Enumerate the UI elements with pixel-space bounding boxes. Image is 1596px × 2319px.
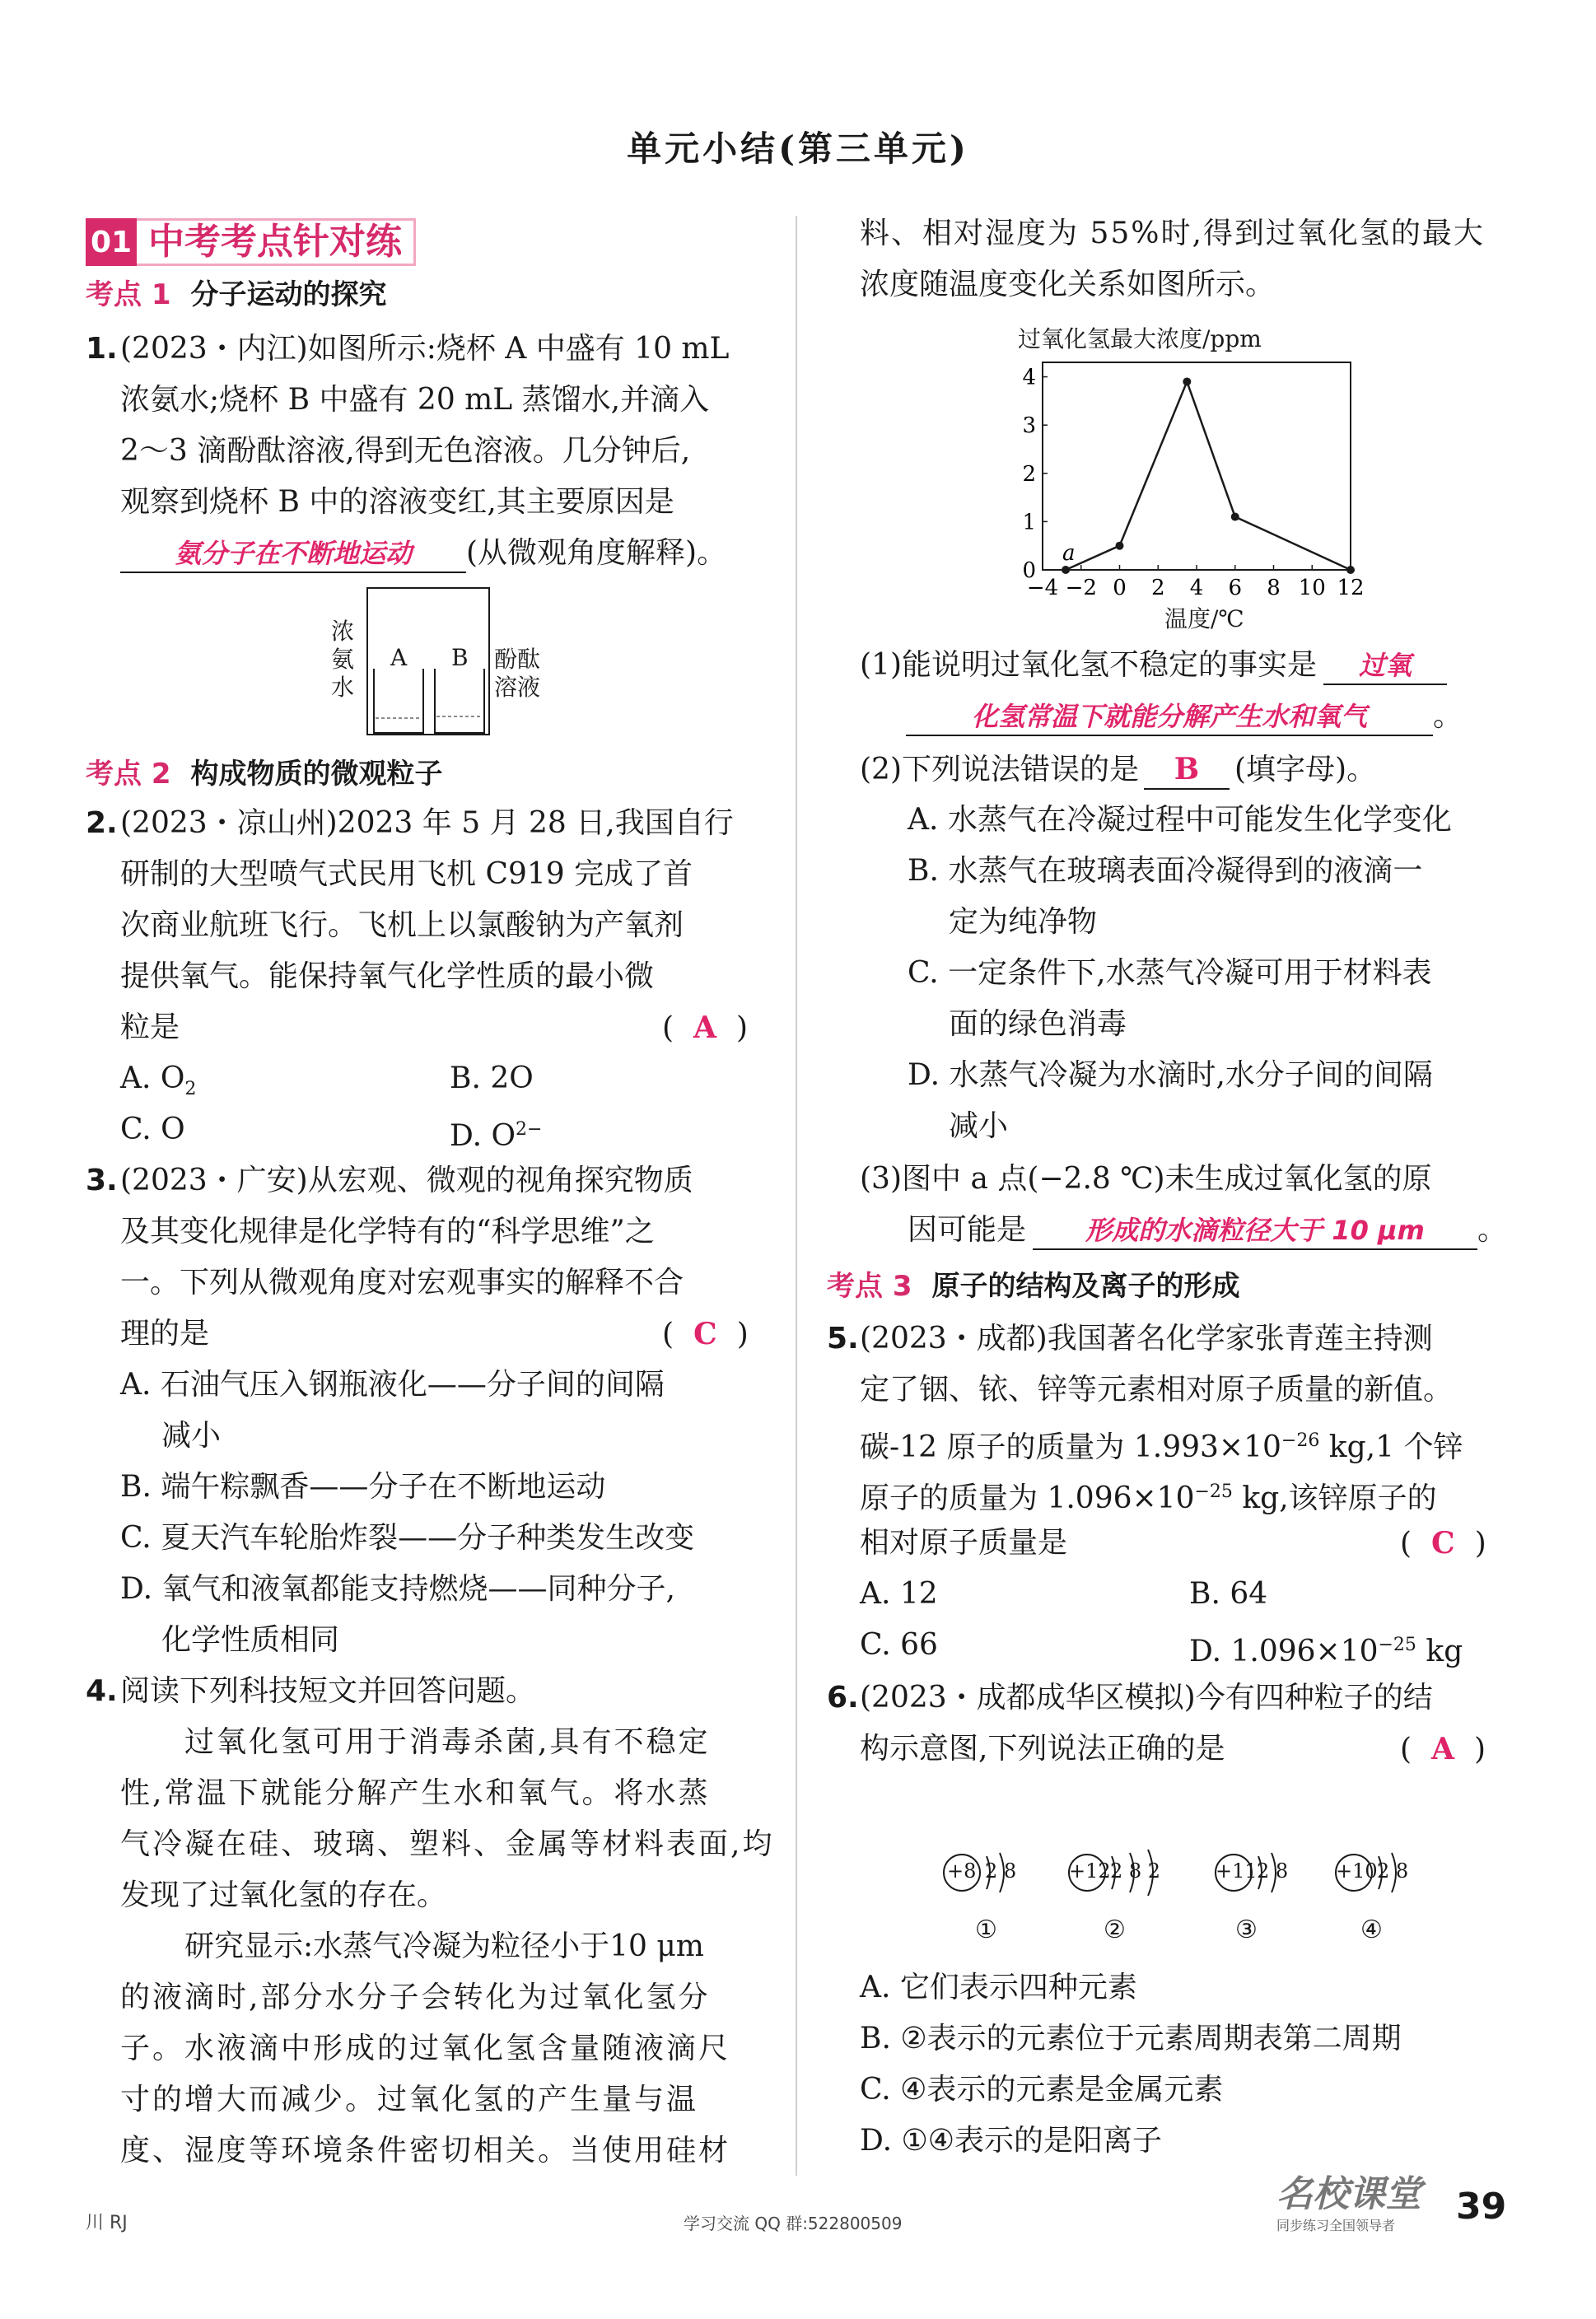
y-tick-label: 1 <box>1022 510 1036 535</box>
section-label: 中考考点针对练 <box>137 218 416 266</box>
q5-line: (2023・成都)我国著名化学家张青莲主持测 <box>860 1322 1433 1355</box>
q6-line: (2023・成都成华区模拟)今有四种粒子的结 <box>860 1681 1433 1715</box>
q4-sub2-option-cont: 面的绿色消毒 <box>949 1007 1127 1041</box>
q1-line: 观察到烧杯 B 中的溶液变红,其主要原因是 <box>120 485 674 519</box>
q2-line: (2023・凉山州)2023 年 5 月 28 日,我国自行 <box>120 806 734 840</box>
q4-sub2-option: B. 水蒸气在玻璃表面冷凝得到的液滴一 <box>908 854 1423 888</box>
atom-diagram-4: +10 2 8 <box>1334 1845 1413 1902</box>
kp1-title: 分子运动的探究 <box>190 278 387 311</box>
data-point <box>1116 542 1124 550</box>
chart <box>1005 354 1384 634</box>
q4-para2: 研究显示:水蒸气冷凝为粒径小于10 μm <box>184 1929 704 1963</box>
q4-cont: 浓度随温度变化关系如图所示。 <box>860 268 1276 301</box>
q4-para1: 过氧化氢可用于消毒杀菌,具有不稳定 <box>184 1725 711 1759</box>
kp3-title: 原子的结构及离子的形成 <box>931 1270 1240 1303</box>
column-divider <box>796 216 797 2176</box>
q4-sub2-line: (2)下列说法错误的是 B (填字母)。 <box>860 751 1376 790</box>
q2-number: 2. <box>86 806 118 840</box>
kp1-tag: 考点 1 <box>86 278 171 311</box>
q2-line: 粒是 <box>120 1010 180 1044</box>
data-point <box>1231 513 1239 521</box>
q4-sub2-option-cont: 定为纯净物 <box>949 905 1098 939</box>
x-tick-label: 10 <box>1298 576 1326 600</box>
footer-edition: 川 RJ <box>86 2213 128 2233</box>
x-tick-label: 12 <box>1337 576 1365 600</box>
x-tick-label: −4 <box>1026 576 1059 600</box>
q5-line: 碳-12 原子的质量为 $1.993\times 10^{-26}$ kg,1 个锌 <box>860 1430 1463 1464</box>
y-tick-label: 0 <box>1022 558 1036 583</box>
q4-para1: 气冷凝在硅、玻璃、塑料、金属等材料表面,均 <box>120 1827 775 1861</box>
q5-option-b: B. 64 <box>1189 1577 1268 1611</box>
atom-label-4: ④ <box>1360 1915 1383 1944</box>
q1-line: (2023・内江)如图所示:烧杯 A 中盛有 10 mL <box>120 332 730 366</box>
q3-option: D. 氧气和液氧都能支持燃烧——同种分子, <box>120 1572 675 1606</box>
q6-answer-bracket: ( A ) <box>1400 1732 1486 1766</box>
y-tick-label: 4 <box>1022 365 1036 390</box>
footer-qq: 学习交流 QQ 群:522800509 <box>684 2214 903 2233</box>
q4-para2: 寸的增大而减少。过氧化氢的产生量与温 <box>120 2083 699 2116</box>
q3-answer: C <box>693 1317 717 1351</box>
q4-sub3-line: (3)图中 a 点(−2.8 ℃)未生成过氧化氢的原 <box>860 1162 1432 1196</box>
point-label-a: a <box>1062 541 1076 566</box>
q1-number: 1. <box>86 332 118 366</box>
x-tick-label: 0 <box>1113 576 1127 600</box>
data-point <box>1346 566 1355 574</box>
atom-label-2: ② <box>1104 1915 1126 1944</box>
fig-right-label: 酚酞 溶液 <box>494 646 541 701</box>
q4-sub2-option: A. 水蒸气在冷凝过程中可能发生化学变化 <box>908 803 1452 837</box>
q6-option: A. 它们表示四种元素 <box>860 1971 1137 2004</box>
q5-line: 定了铟、铱、锌等元素相对原子质量的新值。 <box>860 1373 1454 1407</box>
q4-sub3-line2: 因可能是 形成的水滴粒径大于 10 μm 。 <box>908 1212 1507 1250</box>
atom-diagram-1: +8 2 8 <box>942 1845 1021 1902</box>
q5-option-c: C. 66 <box>860 1628 938 1662</box>
q4-para1: 性,常温下就能分解产生水和氧气。将水蒸 <box>120 1776 711 1810</box>
q2-line: 研制的大型喷气式民用飞机 C919 完成了首 <box>120 857 693 891</box>
kp3-heading <box>827 1268 1240 1304</box>
q2-line: 提供氧气。能保持氧气化学性质的最小微 <box>120 959 655 993</box>
q3-line: 理的是 <box>120 1317 210 1351</box>
glass-cover <box>367 588 489 735</box>
q4-sub2-option: C. 一定条件下,水蒸气冷凝可用于材料表 <box>908 956 1432 990</box>
q3-option-cont: 减小 <box>161 1419 222 1453</box>
q2-answer-bracket: ( A ) <box>662 1010 749 1045</box>
q4-sub1-answer-b: 化氢常温下就能分解产生水和氧气 <box>971 701 1367 732</box>
q4-sub3-answer: 形成的水滴粒径大于 10 μm <box>1085 1215 1425 1246</box>
q2-option-b: B. 2O <box>450 1062 534 1095</box>
atom-label-1: ① <box>975 1915 997 1944</box>
q6-option: D. ①④表示的是阳离子 <box>860 2124 1163 2158</box>
q2-answer: A <box>693 1010 716 1045</box>
q4-cont: 料、相对湿度为 55%时,得到过氧化氢的最大 <box>860 217 1485 250</box>
fig-label-b: B <box>451 644 469 671</box>
q6-number: 6. <box>827 1681 859 1715</box>
x-tick-label: −2 <box>1065 576 1097 600</box>
q4-sub2-option-cont: 减小 <box>949 1109 1009 1143</box>
q6-option: B. ②表示的元素位于元素周期表第二周期 <box>860 2022 1402 2055</box>
kp1-heading <box>86 277 387 313</box>
kp2-tag: 考点 2 <box>86 758 171 791</box>
data-point <box>1183 377 1191 385</box>
page-title: 单元小结(第三单元) <box>627 128 969 169</box>
q1-tail: (从微观角度解释)。 <box>466 536 727 570</box>
section-header <box>86 217 416 267</box>
q1-answer: 氨分子在不断地运动 <box>174 538 412 569</box>
q1-answer-line <box>120 535 726 573</box>
q3-option: B. 端午粽飘香——分子在不断地运动 <box>120 1470 606 1504</box>
q4-sub2-answer: B <box>1174 752 1200 786</box>
q5-line: 相对原子质量是 <box>860 1526 1068 1560</box>
q4-sub1-answer-a: 过氧 <box>1358 650 1412 681</box>
atom-diagram-3: +11 2 8 <box>1214 1845 1293 1902</box>
q2-option-a: A. $O_2$ <box>120 1062 197 1100</box>
x-tick-label: 2 <box>1150 576 1165 600</box>
q3-line: (2023・广安)从宏观、微观的视角探究物质 <box>120 1164 693 1197</box>
kp3-tag: 考点 3 <box>827 1270 912 1303</box>
atom-diagram-2: +12 2 8 2 <box>1067 1845 1174 1902</box>
q5-option-a: A. 12 <box>860 1577 938 1611</box>
q5-answer: C <box>1431 1526 1455 1561</box>
data-point <box>1062 566 1070 574</box>
q4-para2: 子。水液滴中形成的过氧化氢含量随液滴尺 <box>120 2032 731 2065</box>
y-tick-label: 2 <box>1022 461 1036 487</box>
q2-option-d: D. $O^{2-}$ <box>450 1119 543 1153</box>
q6-option: C. ④表示的元素是金属元素 <box>860 2073 1224 2107</box>
q2-line: 次商业航班飞行。飞机上以氯酸钠为产氧剂 <box>120 908 684 942</box>
kp2-heading <box>86 756 443 792</box>
q1-line: 浓氨水;烧杯 B 中盛有 20 mL 蒸馏水,并滴入 <box>120 383 710 417</box>
fig-left-label: 浓 氨 水 <box>331 618 355 701</box>
beaker-a <box>374 669 423 733</box>
kp2-title: 构成物质的微观粒子 <box>190 758 443 791</box>
q4-number: 4. <box>86 1674 118 1708</box>
q3-option: C. 夏天汽车轮胎炸裂——分子种类发生改变 <box>120 1521 695 1555</box>
q4-intro: 阅读下列科技短文并回答问题。 <box>120 1674 536 1708</box>
q3-number: 3. <box>86 1164 118 1197</box>
q3-line: 及其变化规律是化学特有的“科学思维”之 <box>120 1215 655 1248</box>
q4-para1: 发现了过氧化氢的存在。 <box>120 1878 447 1912</box>
q6-line: 构示意图,下列说法正确的是 <box>860 1732 1225 1766</box>
page-number: 39 <box>1456 2186 1507 2228</box>
q4-sub2-option: D. 水蒸气冷凝为水滴时,水分子间的间隔 <box>908 1058 1433 1092</box>
x-tick-label: 4 <box>1189 576 1204 600</box>
q5-answer-bracket: ( C ) <box>1400 1526 1486 1561</box>
q4-para2: 度、湿度等环境条件密切相关。当使用硅材 <box>120 2134 731 2167</box>
beaker-b <box>435 669 484 733</box>
q1-line: 2～3 滴酚酞溶液,得到无色溶液。几分钟后, <box>120 434 691 468</box>
fig-label-a: A <box>390 644 408 671</box>
y-tick-label: 3 <box>1022 413 1036 439</box>
q3-line: 一。下列从微观角度对宏观事实的解释不合 <box>120 1266 684 1299</box>
q4-sub1-line: (1)能说明过氧化氢不稳定的事实是 过氧 <box>860 647 1447 685</box>
chart-xlabel: 温度/℃ <box>1164 605 1244 632</box>
publisher-logo: 名校课堂 同步练习全国领导者 <box>1276 2173 1421 2233</box>
q3-answer-bracket: ( C ) <box>662 1317 749 1351</box>
q4-sub1-line2: 化氢常温下就能分解产生水和氧气 。 <box>906 698 1463 736</box>
atom-label-3: ③ <box>1235 1915 1258 1944</box>
q2-option-c: C. O <box>120 1113 185 1146</box>
q5-option-d: D. $1.096\times 10^{-25}$ kg <box>1189 1635 1463 1668</box>
series-line <box>1066 381 1351 570</box>
chart-title: 过氧化氢最大浓度/ppm <box>1018 325 1262 352</box>
x-tick-label: 6 <box>1228 576 1243 600</box>
q6-answer: A <box>1431 1732 1454 1766</box>
chart-frame <box>1043 362 1351 570</box>
q5-line: 原子的质量为 $1.096\times 10^{-25}$ kg,该锌原子的 <box>860 1481 1437 1515</box>
section-number: 01 <box>86 218 137 266</box>
q3-option: A. 石油气压入钢瓶液化——分子间的间隔 <box>120 1368 665 1402</box>
x-tick-label: 8 <box>1267 576 1281 600</box>
q5-number: 5. <box>827 1322 859 1355</box>
q4-para2: 的液滴时,部分水分子会转化为过氧化氢分 <box>120 1981 711 2014</box>
q3-option-cont: 化学性质相同 <box>161 1623 340 1657</box>
